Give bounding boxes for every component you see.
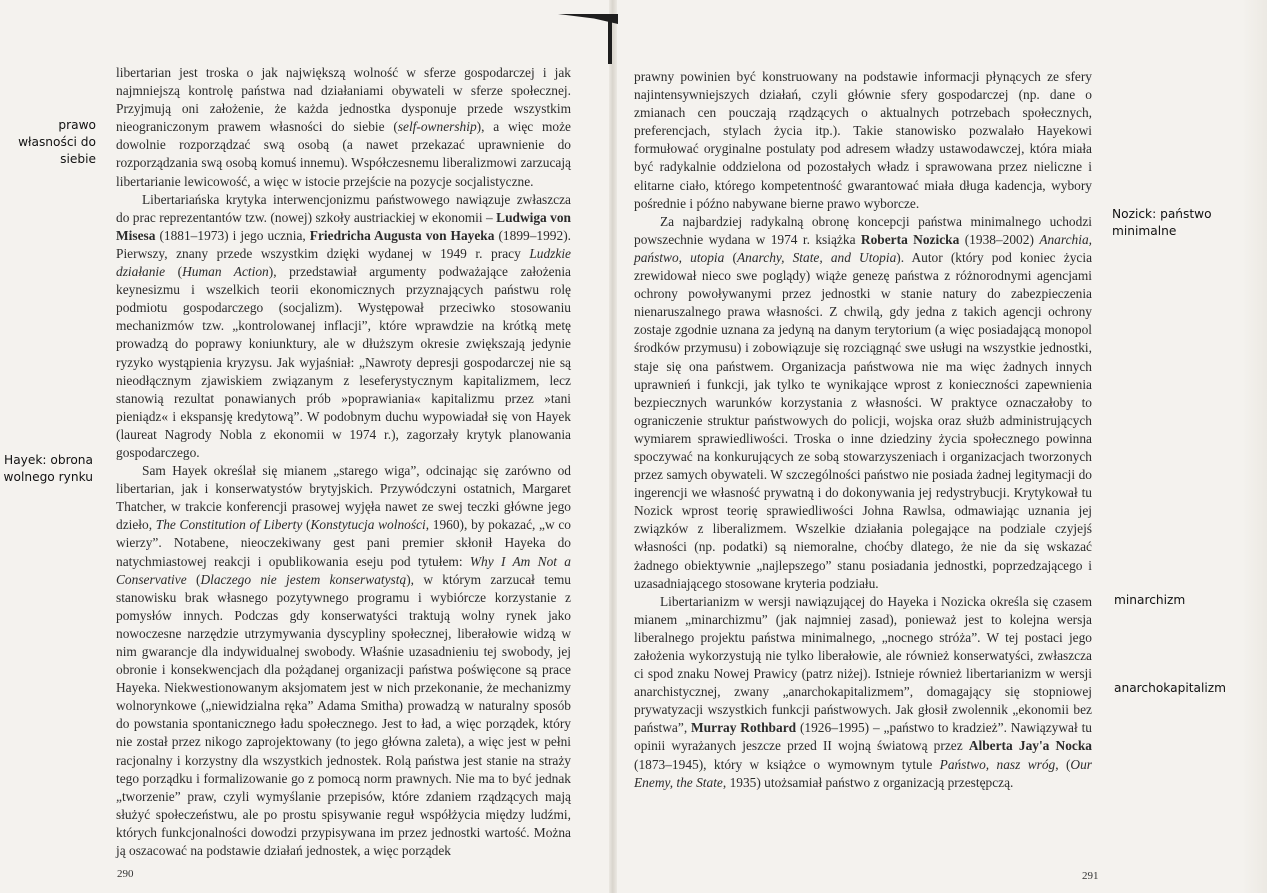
margin-note-nozick: Nozick: państwo minimalne: [1112, 207, 1212, 238]
paragraph: [634, 593, 1092, 792]
text-run: (: [724, 249, 737, 265]
italic-text: Our Enemy, the State: [634, 756, 1092, 790]
text-run: (: [165, 264, 183, 280]
paragraph: [116, 462, 571, 860]
bold-text: Friedricha Augusta von Hayeka: [309, 227, 495, 243]
text-run: (1926–1995) – „państwo to kradzież”. Nawiązywał tu opinii wyrażanych jeszcze przed II wojną światową przez: [634, 720, 1092, 754]
italic-text: Human Action: [182, 264, 269, 280]
italic-text: Państwo, nasz wróg: [939, 756, 1056, 772]
text-run: ), w którym zarzucał temu stanowisku brak własnego pozytywnego programu i wybiórcze korzystanie z pomysłów innych. Podczas gdy konserwatyści traktują wolny rynek jako nowoczesne narzędzie utrzymywania dyscypliny społecznej, liberałowie widzą w nim gwarancje dla indywidualnej swobody. Właśnie uzasadnieniu tej swobody, jej obronie i konsekwencjach dla pożądanej organizacji państwa poświęcone są prace Hayeka. Niekwestionowanym aksjomatem jest w nich przekonanie, że mechanizmy wolnorynkowe („niewidzialna ręka” Adama Smitha) prowadzą w naturalny sposób do powstania spontanicznego ładu społecznego. Jest to ład, a więc porządek, który nie został przez nikogo zaprojektowany (to jego główna zaleta), a więc jest w pełni racjonalny i korzystny dla wszystkich jednostek. Rolą państwa jest stanie na straży tego porządku i formalizowanie go z pomocą norm prawnych. Nie ma to być jednak „tworzenie” praw, czyli wymyślanie przepisów, które zdaniem rządzących mają służyć społeczeństwu, ale po prostu spisywanie reguł współżycia między ludźmi, których funkcjonalności dowodzi przypisywana im przez jednostki wartość. Można ją oszacować na podstawie działań jednostek, a więc porządek: [116, 571, 572, 859]
text-run: (1881–1973) i jego ucznia,: [155, 227, 310, 243]
bold-text: Ludwiga von Misesa: [116, 209, 571, 243]
text-run: , 1960), by pokazać, „w co wierzy”. Notabene, nieoczekiwany gest pani premier skłonił Hayeka do natychmiastowej reakcji i opublikowania eseju pod tytułem:: [116, 517, 572, 569]
left-page-text: [116, 64, 571, 860]
italic-text: Anarchy, State, and Utopia: [736, 249, 897, 265]
text-run: libertarian jest troska o jak największą wolność w sferze gospodarczej i jak najmniejszą kontrolę państwa nad działaniami obywateli w sferze społecznej. Przyjmują oni założenie, że każda jednostka dysponuje przede wszystkim nieograniczonym prawem własności do siebie (: [116, 65, 571, 135]
paragraph: [634, 213, 1092, 593]
page-number-right: 291: [1082, 870, 1099, 882]
italic-text: Dlaczego nie jestem konserwatystą: [200, 571, 407, 587]
bold-text: Roberta Nozicka: [860, 231, 960, 247]
italic-text: Anarchia, państwo, utopia: [634, 231, 1092, 265]
text-run: (: [186, 571, 201, 587]
bold-text: Murray Rothbard: [691, 720, 797, 736]
italic-text: self-ownership: [397, 119, 477, 135]
text-run: (: [302, 517, 311, 533]
margin-note-minarchizm: minarchizm: [1114, 593, 1186, 607]
text-run: (1873–1945), który w książce o wymownym tytule: [634, 756, 940, 772]
paragraph: [116, 191, 571, 462]
text-run: Za najbardziej radykalną obronę koncepcji państwa minimalnego uchodzi powszechnie wydana w 1974 r. książka: [634, 213, 1092, 247]
text-run: Libertariańska krytyka interwencjonizmu państwowego nawiązuje zwłaszcza do prac reprezentantów tzw. (nowej) szkoły austriackiej w ekonomii –: [116, 191, 571, 225]
text-run: ), a więc może dowolnie rozporządzać swą osobą (a nawet przekazać uprawnienie do rozporządzania swą osobą komuś innemu). Współczesnemu liberalizmowi zarzucają libertarianie lewicowość, a więc w istocie przejście na pozycje socjalistyczne.: [116, 119, 571, 189]
paragraph: [116, 64, 571, 191]
margin-note-prawo-wlasnosci: prawo własności do siebie: [18, 118, 96, 166]
paragraph: [634, 68, 1092, 213]
margin-note-hayek: Hayek: obrona wolnego rynku: [3, 453, 93, 484]
text-run: , 1935) utożsamiał państwo z organizacją przestępczą.: [722, 774, 1014, 790]
bookmark-ribbon-tail: [608, 14, 612, 64]
text-run: (1899–1992). Pierwszy, znany przede wszystkim dzięki wydanej w 1949 r. pracy: [116, 227, 571, 261]
text-run: Libertarianizm w wersji nawiązującej do Hayeka i Nozicka określa się czasem mianem „minarchizmu” (jak najmniej zasad), ponieważ jest to kolejna wersja liberalnego projektu państwa minimalnego, „nocnego stróża”. W tej postaci jego założenia wykorzystują nie tylko liberałowie, ale również konserwatyści, zwłaszcza ci spod znaku Nowej Prawicy (patrz niżej). Istnieje również libertarianizm w wersji anarchistycznej, zwany „anarchokapitalizmem”, domagający się stopniowej prywatyzacji wszystkich funkcji państwowych. Jak głosił zwolennik „ekonomii bez państwa”,: [634, 593, 1092, 736]
text-run: ), przedstawiał argumenty podważające założenia keynesizmu i wszelkich teorii ekonomicznych przyznających państwu rolę podmiotu gospodarczego (socjalizm). Występował przeciwko stosowaniu mechanizmów tzw. „kontrolowanej inflacji”, które wprawdzie na krótką metę prowadzą do poprawy koniunktury, ale w dłuższym okresie zwiększają jedynie ryzyko wystąpienia kryzysu. Jak wyjaśniał: „Nawroty depresji gospodarczej nie są nieodłącznym zjawiskiem związanym z leseferystycznym kapitalizmem, lecz stanowią rezultat ponawianych prób »poprawiania« kapitalizmu przez »tani pieniądz« i ekspansję kredytową”. W podobnym duchu wypowiadał się von Hayek (laureat Nagrody Nobla z ekonomii w 1974 r.), zagorzały krytyk planowania gospodarczego.: [116, 264, 571, 460]
italic-text: Ludzkie działanie: [116, 245, 571, 280]
italic-text: Konstytucja wolności: [310, 517, 426, 533]
text-run: prawny powinien być konstruowany na podstawie informacji płynących ze sfery najintensywniejszych działań, czyli głównie sfery gospodarczej (np. dane o zmianach cen pouczają rządzących o aktualnych potrzebach społecznych, preferencjach, stylach życia itp.). Takie stanowisko pozwalało Hayekowi formułować oryginalne postulaty pod adresem władzy ustawodawczej, która miała być radykalnie oddzielona od pozostałych władz i sprawowana przez nieliczne i elitarne ciało, którego kompetentność gwarantować miała długa kadencja, wybory pośrednie i późno nabywane bierne prawo wyborcze.: [634, 69, 1092, 211]
right-page-text: [634, 68, 1092, 792]
text-run: ). Autor (który pod koniec życia zrewidował nieco swe poglądy) wiąże genezę państwa z różnorodnymi agencjami ochrony powoływanymi przez jednostki w stanie natury do zabezpieczenia nienaruszalnego prawa własności. Z chwilą, gdy jedna z takich agencji ochrony zostaje zgodnie uznana za jedyną na danym terytorium (a więc posiadającą monopol środków przymusu) i zobowiązuje się rozciągnąć swe usługi na wszystkie jednostki, staje się ona państwem. Organizacja państwowa nie ma więc żadnych innych uprawnień i funkcji, jak tylko te wynikające wprost z konieczności zapewnienia bezpiecznych warunków korzystania z własności. W praktyce oznaczałoby to ograniczenie struktur państwowych do policji, wojska oraz służb administrujących wymiarem sprawiedliwości. Troska o inne dziedziny życia społecznego powinna spoczywać na konkurujących ze sobą stowarzyszeniach i organizacjach tworzonych przez samych obywateli. W szczególności państwo nie posiada żadnej legitymacji do ingerencji we własność prywatną i do dokonywania jej redystrybucji. Krytykował tu Nozick wprost teorię sprawiedliwości Johna Rawlsa, odmawiając uznania jej związków z liberalizmem. Wszelkie działania polegające na podziale czyjejś własności (np. podatki) są niemoralne, choćby dlatego, że nie da się wskazać żadnego obiektywnie „najlepszego” stanu posiadania jednostki, poprzedzającego i uzasadniającego stosowane kryteria podziału.: [634, 249, 1093, 591]
page-number-left: 290: [117, 868, 134, 880]
page-edge: [1242, 0, 1267, 893]
italic-text: Why I Am Not a Conservative: [116, 553, 571, 587]
italic-text: The Constitution of Liberty: [155, 517, 303, 533]
text-run: , (: [1055, 756, 1071, 772]
margin-note-anarchokapitalizm: anarchokapitalizm: [1114, 681, 1227, 695]
text-run: Sam Hayek określał się mianem „starego wiga”, odcinając się zarówno od libertarian, jak i konserwatystów brytyjskich. Przywódczyni ostatnich, Margaret Thatcher, w trakcie konferencji prasowej wyjęła nawet ze swej teczki główne jego dzieło,: [116, 463, 571, 533]
text-run: (1938–2002): [959, 231, 1040, 247]
book-gutter: [609, 0, 617, 893]
bold-text: Alberta Jay'a Nocka: [968, 738, 1092, 754]
